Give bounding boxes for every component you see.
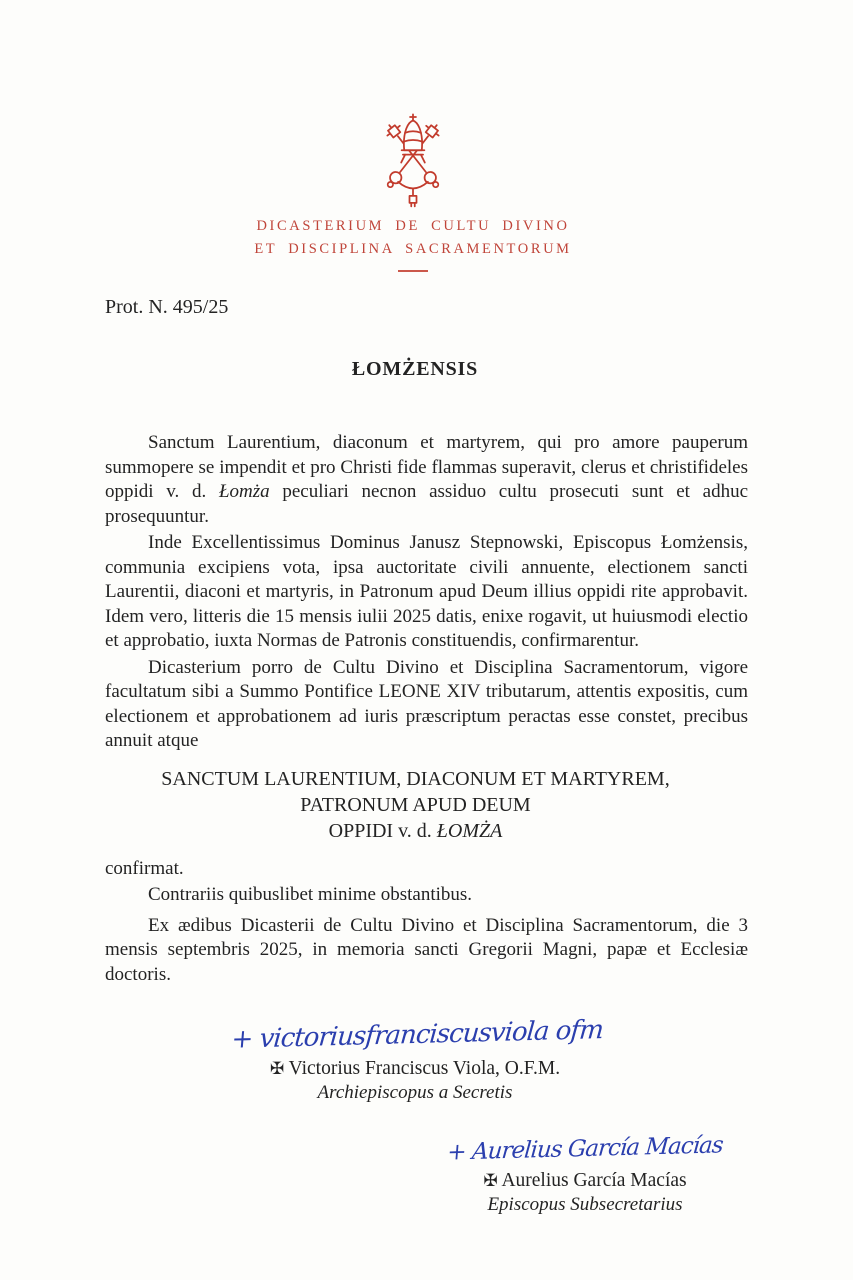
signature-block-secretary xyxy=(230,1015,605,1105)
paragraph-1-text: Sanctum Laurentium, diaconum et martyrem, qui pro amore pauperum summopere se impendit et pro Christi fide flammas superavit, clerus et christifideles oppidi v. d. xyxy=(105,432,748,502)
proclamation-town-name-italic: ŁOMŻA xyxy=(436,819,503,842)
signatory-name-text: Victorius Franciscus Viola, O.F.M. xyxy=(288,1058,561,1079)
paragraph-1-text-end: peculiari necnon assiduo cultu prosecuti sunt et adhuc prosequuntur. xyxy=(105,481,749,527)
proclamation-block xyxy=(105,766,726,844)
signatory-name xyxy=(232,1057,598,1081)
letterhead xyxy=(0,110,826,272)
protocol-number: Prot. N. 495/25 xyxy=(105,296,229,318)
signatory-name xyxy=(430,1169,740,1193)
town-name-italic: Łomża xyxy=(218,481,270,502)
proclamation-line-3-text: OPPIDI v. d. xyxy=(328,819,437,842)
paragraph-bishop-request: Inde Excellentissimus Dominus Janusz Stepnowski, Episcopus Łomżensis, communia excipiens vota, ipsa auctoritate civili annuente, electionem sancti Laurentii, diaconi et martyris, in Patronum apud Deum illius oppidi rite approbavit. Idem vero, litteris die 15 mensis iulii 2025 datis, enixe rogavit, ut huiusmodi electio et approbatio, iuxta Normas de Patronis constituendis, confirmarentur. xyxy=(105,532,748,651)
handwritten-signature-macias: + Aurelius García Macías xyxy=(446,1132,724,1166)
signature-block-subsecretary xyxy=(430,1134,740,1217)
maltese-cross-icon: ✠ xyxy=(483,1171,498,1191)
letterhead-line-1: DICASTERIUM DE CULTU DIVINO xyxy=(256,218,570,234)
letterhead-divider-rule xyxy=(398,270,428,272)
confirmat-line: confirmat. xyxy=(105,857,184,879)
closing-paragraph: Ex ædibus Dicasterii de Cultu Divino et Disciplina Sacramentorum, die 3 mensis septembris 2025, in memoria sancti Gregorii Magni, papæ et Ecclesiæ doctoris. xyxy=(105,914,748,985)
contrariis-line: Contrariis quibuslibet minime obstantibus. xyxy=(148,884,473,905)
letterhead-line-2: ET DISCIPLINA SACRAMENTORUM xyxy=(254,241,572,257)
vatican-crossed-keys-tiara-emblem-icon xyxy=(369,110,457,209)
paragraph-dedication xyxy=(105,431,748,529)
proclamation-line-1: SANCTUM LAURENTIUM, DIACONUM ET MARTYREM, xyxy=(161,767,670,790)
document-body xyxy=(105,431,748,989)
paragraph-dicastery-grant: Dicasterium porro de Cultu Divino et Disciplina Sacramentorum, vigore facultatum sibi a Summo Pontifice LEONE XIV tributarum, attentis expositis, cum electionem et approbationem ad iuris præscriptum peractas esse constet, precibus annuit atque xyxy=(105,656,748,751)
handwritten-signature-viola: + victoriusfranciscusviola ofm xyxy=(230,1015,605,1055)
document-title: ŁOMŻENSIS xyxy=(351,358,479,380)
signatory-name-text: Aurelius García Macías xyxy=(501,1170,687,1191)
signatory-role: Episcopus Subsecretarius xyxy=(487,1194,683,1215)
proclamation-line-3 xyxy=(105,818,726,844)
signatory-role: Archiepiscopus a Secretis xyxy=(317,1082,513,1103)
proclamation-line-2: PATRONUM APUD DEUM xyxy=(300,793,531,816)
maltese-cross-icon: ✠ xyxy=(269,1059,285,1079)
